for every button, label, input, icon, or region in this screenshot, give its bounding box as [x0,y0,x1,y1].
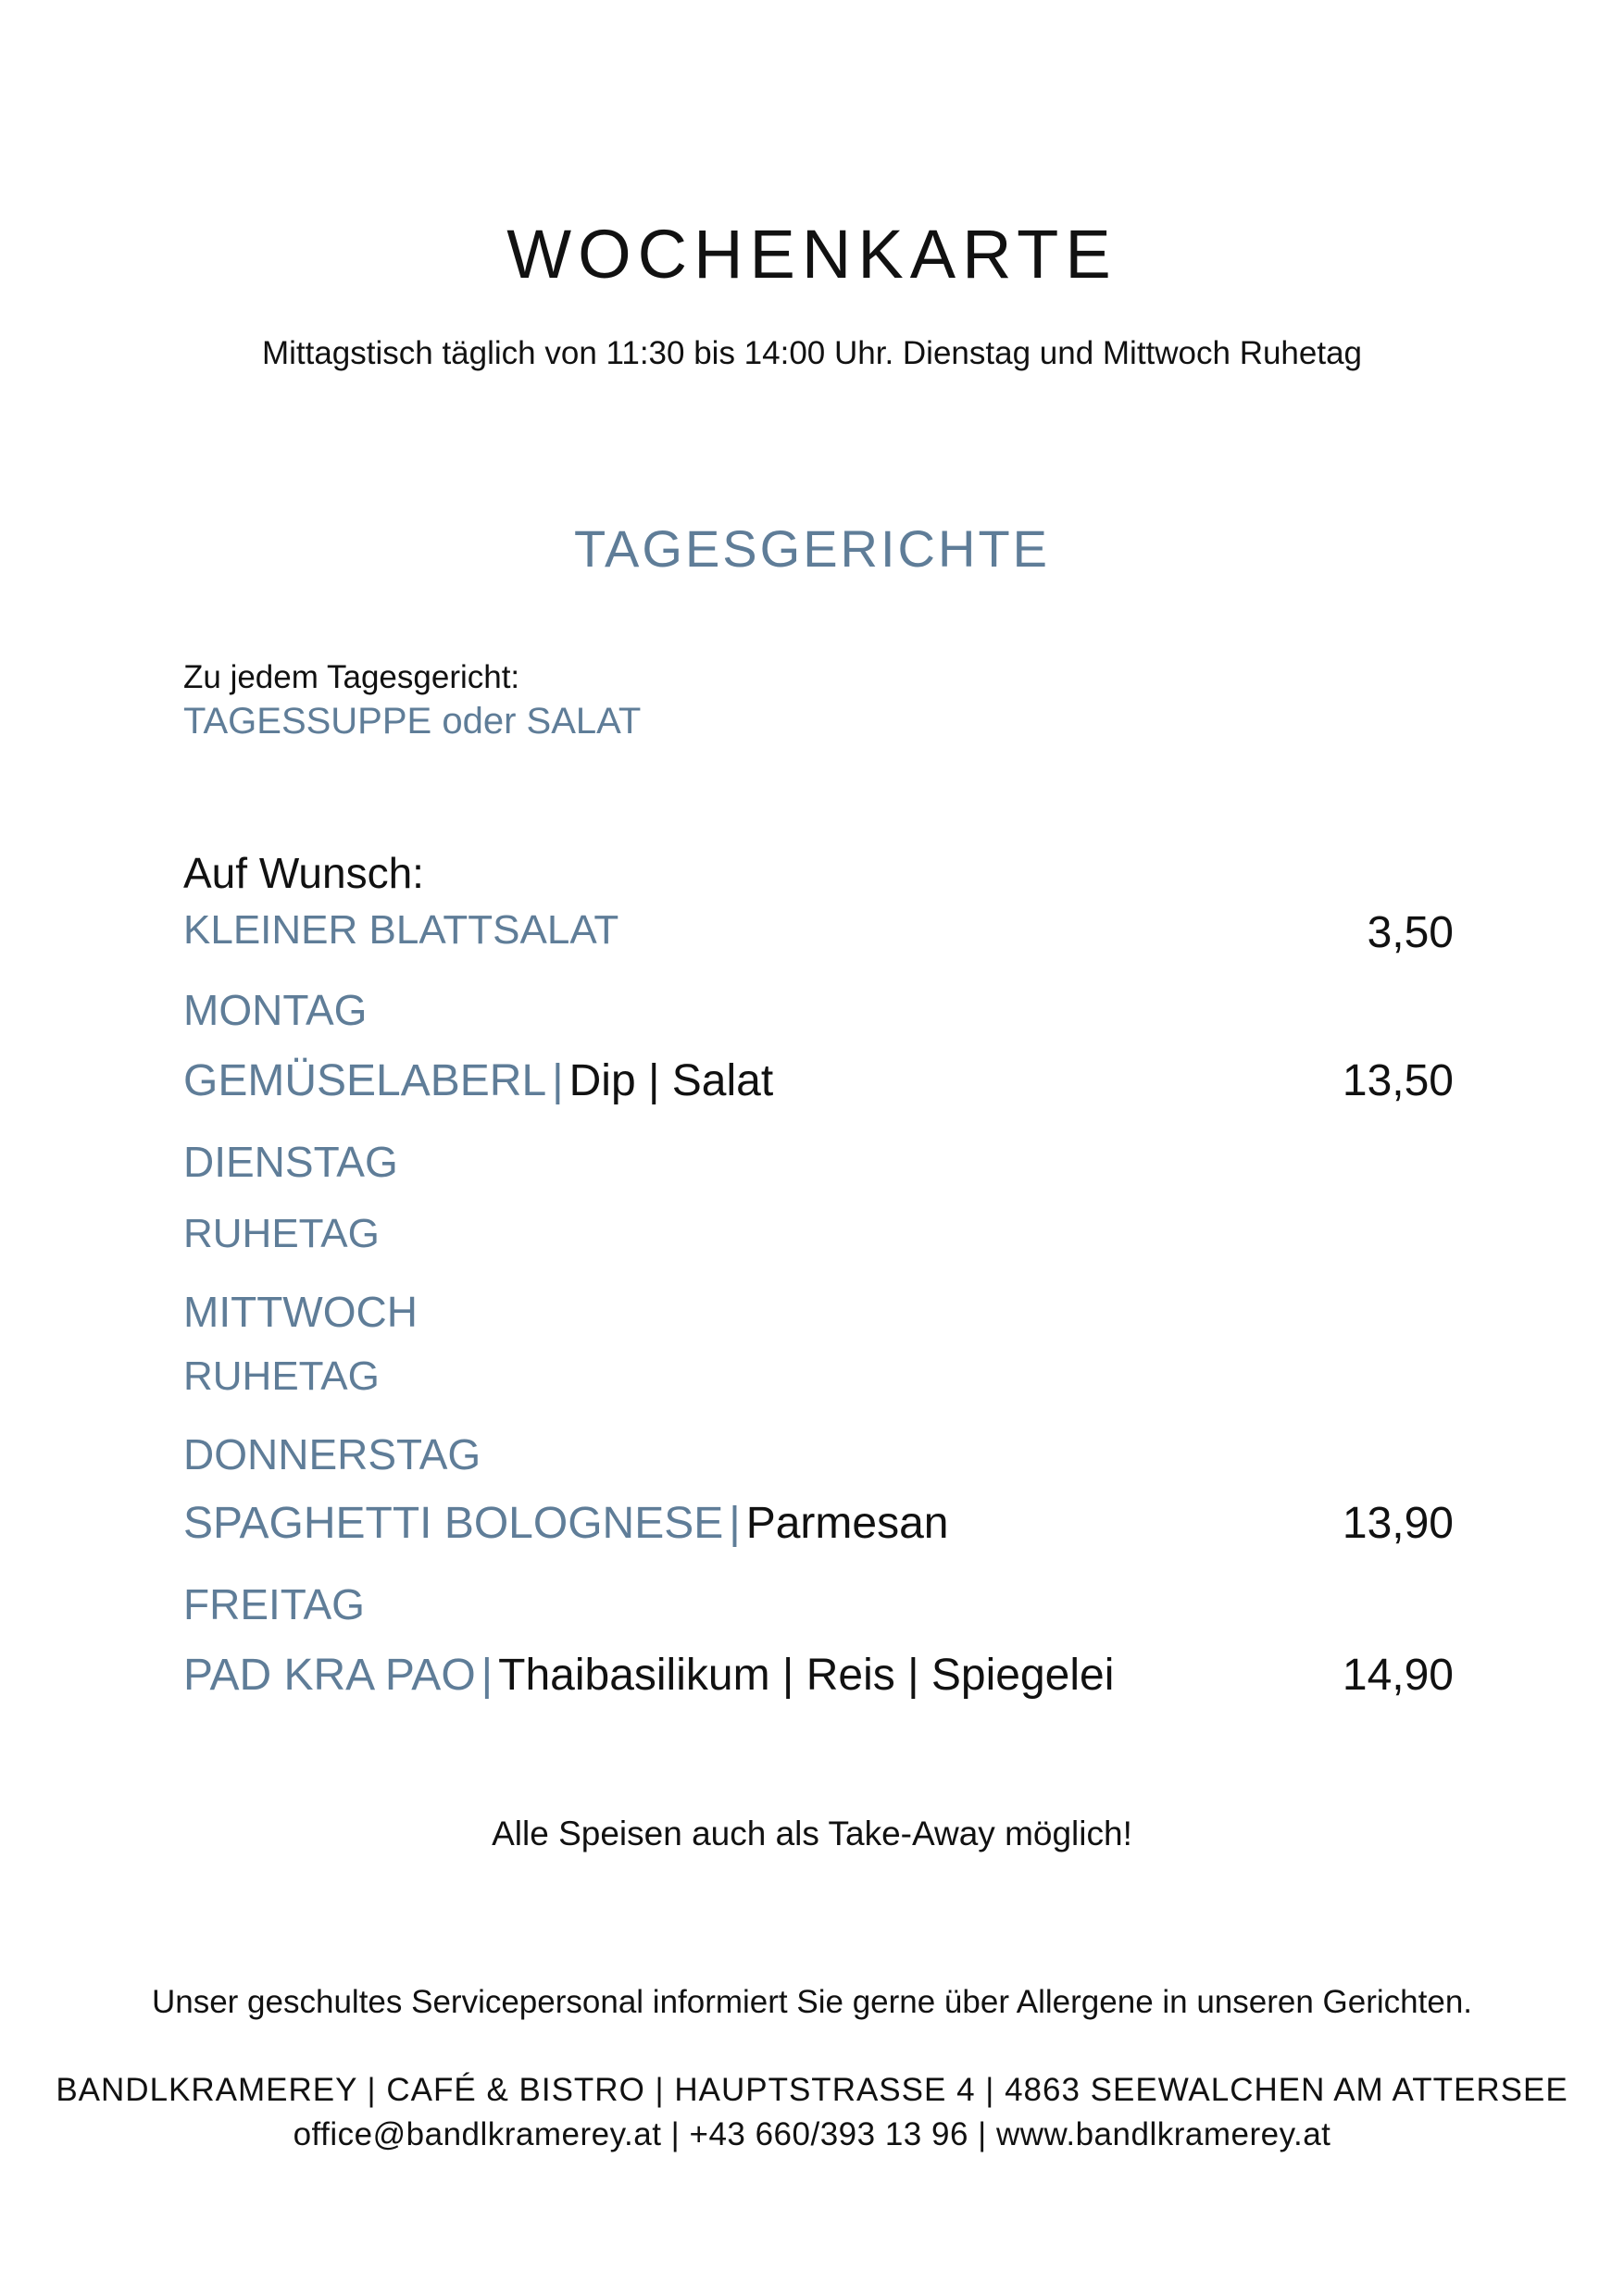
intro-value: TAGESSUPPE oder SALAT [183,701,642,742]
dish-name: PAD KRA PAO [183,1651,476,1700]
menu-item-price: 13,90 [1342,1499,1454,1548]
day-heading-thursday: DONNERSTAG [183,1430,481,1478]
menu-item-price: 3,50 [1367,908,1454,957]
intro-label: Zu jedem Tagesgericht: [183,659,520,695]
dish-name: SPAGHETTI BOLOGNESE [183,1499,724,1548]
dish-name: RUHETAG [183,1211,380,1256]
takeaway-note: Alle Speisen auch als Take-Away möglich! [492,1815,1132,1852]
section-title: TAGESGERICHTE [573,519,1050,578]
menu-item-name: KLEINER BLATTSALAT [183,907,619,953]
allergen-note: Unser geschultes Servicepersonal informiert Sie gerne über Allergene in unseren Gerichten. [151,1984,1473,2020]
menu-item-price: 13,50 [1342,1056,1454,1105]
separator: | [481,1651,493,1700]
menu-item-friday [183,1650,1454,1702]
menu-item-price: 14,90 [1342,1651,1454,1700]
day-heading-wednesday: MITTWOCH [183,1288,418,1336]
day-heading-monday: MONTAG [183,986,368,1034]
day-heading-friday: FREITAG [183,1580,365,1628]
menu-item-monday [183,1055,1454,1107]
opening-hours: Mittagstisch täglich von 11:30 bis 14:00 Uhr. Dienstag und Mittwoch Ruhetag [261,335,1363,371]
dish-name: RUHETAG [183,1353,380,1399]
dish-sides: Thaibasilikum | Reis | Spiegelei [498,1651,1115,1700]
dish-name: GEMÜSELABERL [183,1056,547,1105]
separator: | [729,1499,741,1548]
separator: | [552,1056,564,1105]
footer-contact: office@bandlkramerey.at | +43 660/393 13 96 | www.bandlkramerey.at [293,2116,1331,2152]
dish-sides: Dip | Salat [568,1056,774,1105]
dish-sides: Parmesan [745,1499,949,1548]
menu-item-wednesday [183,1353,1454,1405]
day-heading-tuesday: DIENSTAG [183,1138,398,1186]
menu-item-extra [183,907,1454,959]
footer-address: BANDLKRAMEREY | CAFÉ & BISTRO | HAUPTSTRASSE 4 | 4863 SEEWALCHEN AM ATTERSEE [56,2072,1568,2108]
page-title: WOCHENKARTE [506,216,1118,293]
menu-item-tuesday [183,1211,1454,1263]
menu-item-thursday [183,1498,1454,1550]
extra-label: Auf Wunsch: [183,849,424,897]
